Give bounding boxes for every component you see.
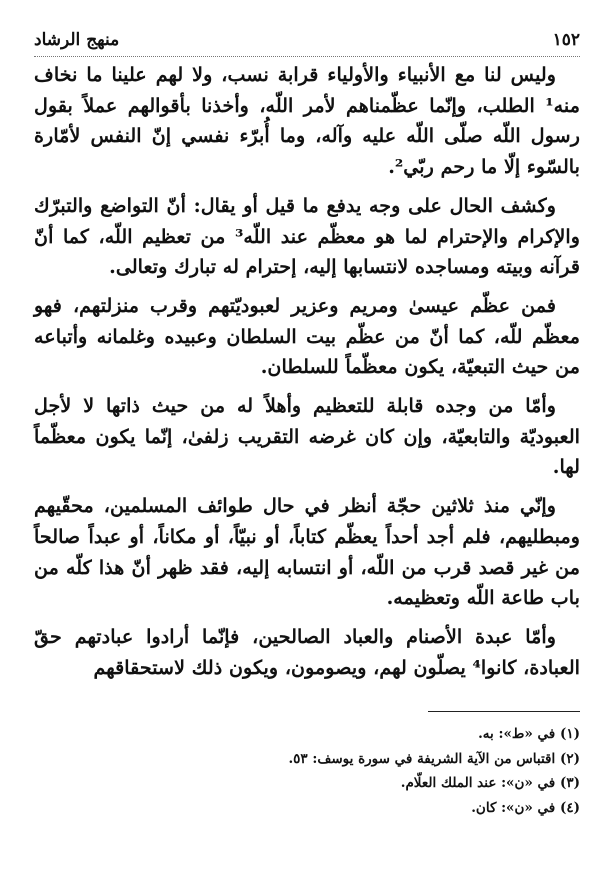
paragraph: وكشف الحال على وجه يدفع ما قيل أو يقال: أنّ التواضع والتبرّك والإكرام والإحترام لما هو معظّم عند اللّه³ من تعظيم اللّه، كما أنّ قرآنه وبيته ومساجده لانتسابها إليه، إحترام له تبارك وتعالى.: [34, 193, 580, 279]
paragraph: وأمّا من وجده قابلة للتعظيم وأهلاً له من حيث ذاتها لا لأجل العبوديّة والتابعيّة، وإن كان غرضه التقريب زلفىٰ، إنّما يكون معظّماً لها.: [34, 394, 580, 479]
footnote: (٤) في «ن»: كان.: [471, 799, 580, 816]
paragraph: وإنّي منذ ثلاثين حجّة أنظر في حال طوائف المسلمين، محقّيهم ومبطليهم، فلم أجد أحداً يعظّم كتاباً، أو نبيّاً، أو مكاناً، أو عبداً صالحاً من غير قصد قرب من اللّه، أو انتسابه إليه، فقد ظهر أنّ هذا كلّه من باب طاعة اللّه وتعظيمه.: [34, 494, 580, 610]
running-header: [34, 24, 580, 57]
paragraph: فمن عظّم عيسىٰ ومريم وعزير لعبوديّتهم وقرب منزلتهم، فهو معظّم للّه، كما أنّ من عظّم بيت السلطان وعبيده وغلمانه وأتباعه من حيث التبعيّة، يكون معظّماً للسلطان.: [34, 293, 580, 379]
page-number: ١٥٢: [552, 30, 580, 50]
paragraph: وأمّا عبدة الأصنام والعباد الصالحين، فإنّما أرادوا عبادتهم حقّ العبادة، كانوا⁴ يصلّون لهم، ويصومون، ويكون ذلك لاستحقاقهم: [34, 624, 580, 679]
main-text: [34, 60, 580, 691]
footnote: (٣) في «ن»: عند الملك العلّام.: [400, 775, 580, 791]
footnote: (٢) اقتباس من الآية الشريفة في سورة يوسف: ٥٣.: [288, 750, 580, 767]
footnote-separator: [428, 711, 580, 712]
footnotes: [34, 722, 580, 820]
footnote: (١) في «ط»: به.: [478, 726, 580, 742]
book-title: منهج الرشاد: [34, 30, 120, 50]
paragraph: وليس لنا مع الأنبياء والأولياء قرابة نسب، ولا لهم علينا ما نخاف منه¹ الطلب، وإنّما عظّمناهم لأمر اللّه، وأخذنا بأقوالهم عملاً بقول رسول اللّه صلّى اللّه عليه وآله، وما أُبرّء نفسي إنّ النفس لأمّارة بالسّوء إلّا ما رحم ربّي².: [34, 63, 580, 179]
